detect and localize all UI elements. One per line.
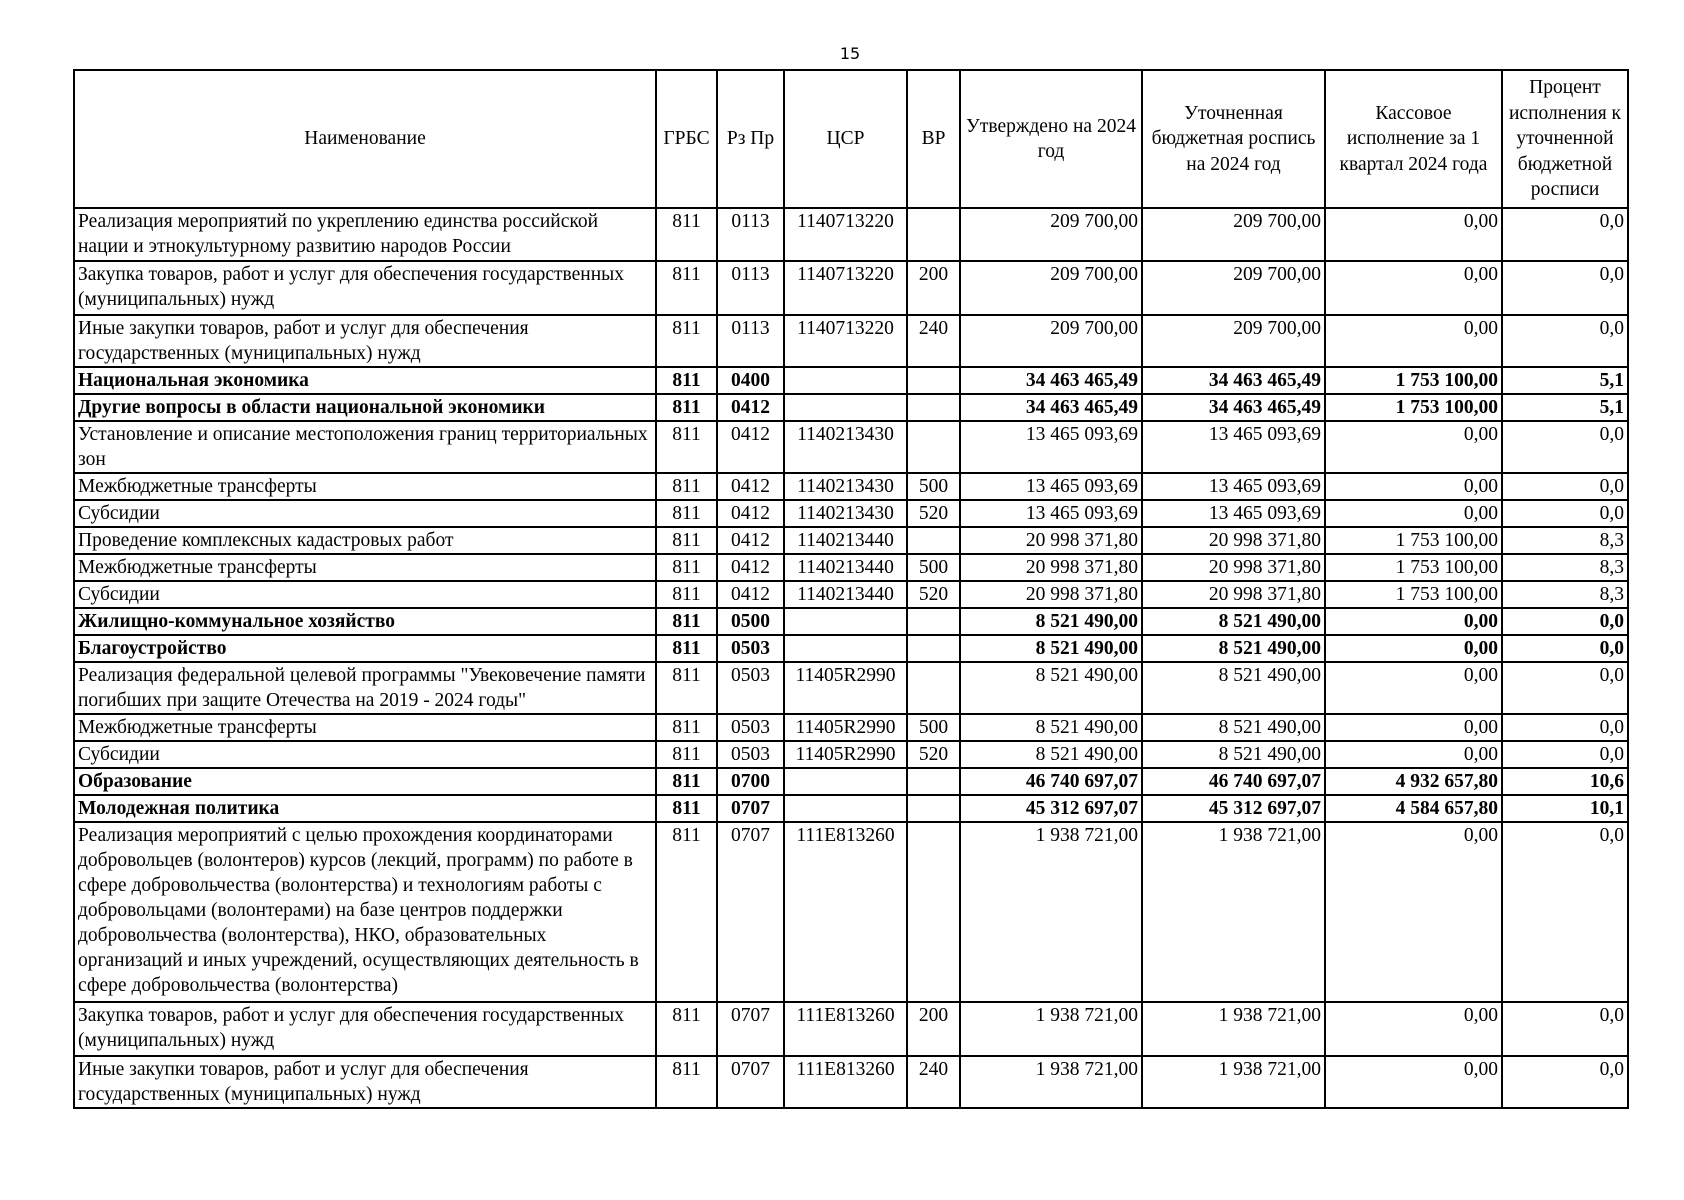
cell-cash: 0,00 <box>1325 822 1502 1002</box>
cell-refined: 1 938 721,00 <box>1142 1002 1325 1056</box>
cell-approved: 8 521 490,00 <box>960 741 1142 768</box>
cell-csr: 1140213440 <box>784 554 907 581</box>
cell-vr <box>907 421 960 473</box>
cell-rzpr: 0707 <box>717 1056 784 1108</box>
cell-vr <box>907 367 960 394</box>
cell-rzpr: 0707 <box>717 795 784 822</box>
cell-csr: 1140713220 <box>784 261 907 315</box>
cell-percent: 0,0 <box>1502 421 1628 473</box>
table-row <box>74 421 1628 473</box>
cell-rzpr: 0113 <box>717 208 784 261</box>
cell-cash: 0,00 <box>1325 473 1502 500</box>
table-row <box>74 662 1628 714</box>
cell-name: Закупка товаров, работ и услуг для обеспечения государственных (муниципальных) нужд <box>74 1002 656 1056</box>
cell-cash: 1 753 100,00 <box>1325 394 1502 421</box>
cell-percent: 10,6 <box>1502 768 1628 795</box>
cell-vr <box>907 795 960 822</box>
cell-approved: 209 700,00 <box>960 315 1142 367</box>
cell-grbs: 811 <box>656 1056 717 1108</box>
cell-approved: 20 998 371,80 <box>960 554 1142 581</box>
cell-grbs: 811 <box>656 822 717 1002</box>
cell-rzpr: 0412 <box>717 473 784 500</box>
cell-cash: 0,00 <box>1325 608 1502 635</box>
cell-vr: 520 <box>907 581 960 608</box>
cell-name: Другие вопросы в области национальной экономики <box>74 394 656 421</box>
cell-cash: 4 932 657,80 <box>1325 768 1502 795</box>
cell-vr: 240 <box>907 1056 960 1108</box>
cell-grbs: 811 <box>656 367 717 394</box>
cell-vr <box>907 635 960 662</box>
cell-vr: 520 <box>907 500 960 527</box>
cell-name: Национальная экономика <box>74 367 656 394</box>
cell-csr <box>784 367 907 394</box>
cell-percent: 0,0 <box>1502 261 1628 315</box>
cell-name: Реализация мероприятий с целью прохождения координаторами добровольцев (волонтеров) курсов (лекций, программ) по работе в сфере добровольчества (волонтерства) и технологиям работы с добровольцами (волонтерами) на базе центров поддержки добровольчества (волонтерства), НКО, образовательных организаций и иных учреждений, осуществляющих деятельность в сфере добровольчества (волонтерства) <box>74 822 656 1002</box>
cell-name: Реализация федеральной целевой программы "Увековечение памяти погибших при защите Отечества на 2019 - 2024 годы" <box>74 662 656 714</box>
table-row <box>74 554 1628 581</box>
table-row <box>74 208 1628 261</box>
cell-grbs: 811 <box>656 1002 717 1056</box>
cell-percent: 8,3 <box>1502 527 1628 554</box>
cell-refined: 13 465 093,69 <box>1142 421 1325 473</box>
budget-execution-table <box>73 69 1629 1109</box>
table-row-section <box>74 795 1628 822</box>
cell-rzpr: 0412 <box>717 554 784 581</box>
cell-cash: 0,00 <box>1325 635 1502 662</box>
table-row <box>74 741 1628 768</box>
cell-grbs: 811 <box>656 554 717 581</box>
cell-name: Субсидии <box>74 741 656 768</box>
cell-vr <box>907 208 960 261</box>
table-row <box>74 1056 1628 1108</box>
cell-approved: 1 938 721,00 <box>960 822 1142 1002</box>
cell-vr <box>907 822 960 1002</box>
cell-cash: 0,00 <box>1325 208 1502 261</box>
cell-vr <box>907 527 960 554</box>
header-grbs: ГРБС <box>656 70 717 208</box>
cell-grbs: 811 <box>656 768 717 795</box>
cell-cash: 1 753 100,00 <box>1325 527 1502 554</box>
cell-cash: 0,00 <box>1325 421 1502 473</box>
cell-csr: 11405R2990 <box>784 714 907 741</box>
header-approved: Утверждено на 2024 год <box>960 70 1142 208</box>
cell-vr: 200 <box>907 261 960 315</box>
cell-percent: 0,0 <box>1502 473 1628 500</box>
cell-refined: 8 521 490,00 <box>1142 714 1325 741</box>
cell-grbs: 811 <box>656 714 717 741</box>
table-row <box>74 473 1628 500</box>
header-percent: Процент исполнения к уточненной бюджетной росписи <box>1502 70 1628 208</box>
table-row <box>74 261 1628 315</box>
table-row <box>74 527 1628 554</box>
cell-approved: 8 521 490,00 <box>960 662 1142 714</box>
cell-refined: 34 463 465,49 <box>1142 394 1325 421</box>
cell-approved: 209 700,00 <box>960 261 1142 315</box>
cell-rzpr: 0400 <box>717 367 784 394</box>
cell-percent: 0,0 <box>1502 1056 1628 1108</box>
cell-name: Субсидии <box>74 581 656 608</box>
cell-rzpr: 0503 <box>717 662 784 714</box>
cell-grbs: 811 <box>656 208 717 261</box>
cell-approved: 46 740 697,07 <box>960 768 1142 795</box>
cell-percent: 0,0 <box>1502 741 1628 768</box>
table-row-section <box>74 394 1628 421</box>
cell-csr: 111E813260 <box>784 1002 907 1056</box>
cell-approved: 34 463 465,49 <box>960 367 1142 394</box>
cell-approved: 8 521 490,00 <box>960 635 1142 662</box>
cell-percent: 0,0 <box>1502 714 1628 741</box>
cell-approved: 209 700,00 <box>960 208 1142 261</box>
cell-vr <box>907 768 960 795</box>
cell-csr: 1140213430 <box>784 473 907 500</box>
cell-refined: 20 998 371,80 <box>1142 554 1325 581</box>
table-row <box>74 581 1628 608</box>
page-number: 15 <box>839 44 861 63</box>
cell-name: Проведение комплексных кадастровых работ <box>74 527 656 554</box>
cell-name: Закупка товаров, работ и услуг для обеспечения государственных (муниципальных) нужд <box>74 261 656 315</box>
cell-rzpr: 0503 <box>717 635 784 662</box>
cell-cash: 1 753 100,00 <box>1325 367 1502 394</box>
cell-name: Межбюджетные трансферты <box>74 473 656 500</box>
cell-grbs: 811 <box>656 662 717 714</box>
cell-cash: 1 753 100,00 <box>1325 581 1502 608</box>
cell-rzpr: 0412 <box>717 500 784 527</box>
cell-csr: 111E813260 <box>784 822 907 1002</box>
cell-vr: 200 <box>907 1002 960 1056</box>
cell-refined: 8 521 490,00 <box>1142 635 1325 662</box>
cell-refined: 209 700,00 <box>1142 315 1325 367</box>
cell-percent: 5,1 <box>1502 394 1628 421</box>
cell-refined: 20 998 371,80 <box>1142 527 1325 554</box>
cell-name: Образование <box>74 768 656 795</box>
cell-rzpr: 0412 <box>717 527 784 554</box>
cell-name: Установление и описание местоположения границ территориальных зон <box>74 421 656 473</box>
cell-percent: 0,0 <box>1502 822 1628 1002</box>
cell-csr: 111E813260 <box>784 1056 907 1108</box>
cell-csr: 1140713220 <box>784 208 907 261</box>
cell-vr: 500 <box>907 473 960 500</box>
cell-csr: 11405R2990 <box>784 662 907 714</box>
cell-csr <box>784 394 907 421</box>
table-row <box>74 315 1628 367</box>
table-row-section <box>74 367 1628 394</box>
cell-percent: 0,0 <box>1502 608 1628 635</box>
cell-refined: 209 700,00 <box>1142 208 1325 261</box>
cell-cash: 0,00 <box>1325 741 1502 768</box>
cell-refined: 1 938 721,00 <box>1142 822 1325 1002</box>
cell-rzpr: 0412 <box>717 394 784 421</box>
cell-name: Иные закупки товаров, работ и услуг для обеспечения государственных (муниципальных) нужд <box>74 1056 656 1108</box>
cell-cash: 0,00 <box>1325 261 1502 315</box>
cell-name: Межбюджетные трансферты <box>74 714 656 741</box>
cell-refined: 34 463 465,49 <box>1142 367 1325 394</box>
cell-refined: 13 465 093,69 <box>1142 473 1325 500</box>
header-vr: ВР <box>907 70 960 208</box>
cell-rzpr: 0700 <box>717 768 784 795</box>
cell-refined: 1 938 721,00 <box>1142 1056 1325 1108</box>
cell-cash: 0,00 <box>1325 315 1502 367</box>
cell-grbs: 811 <box>656 394 717 421</box>
cell-csr: 1140213440 <box>784 527 907 554</box>
cell-name: Иные закупки товаров, работ и услуг для обеспечения государственных (муниципальных) нужд <box>74 315 656 367</box>
cell-vr: 240 <box>907 315 960 367</box>
cell-vr: 500 <box>907 714 960 741</box>
cell-refined: 8 521 490,00 <box>1142 662 1325 714</box>
table-row-section <box>74 768 1628 795</box>
cell-percent: 0,0 <box>1502 208 1628 261</box>
cell-grbs: 811 <box>656 795 717 822</box>
cell-cash: 0,00 <box>1325 714 1502 741</box>
cell-approved: 20 998 371,80 <box>960 581 1142 608</box>
cell-refined: 8 521 490,00 <box>1142 608 1325 635</box>
cell-grbs: 811 <box>656 473 717 500</box>
cell-grbs: 811 <box>656 261 717 315</box>
cell-rzpr: 0503 <box>717 741 784 768</box>
cell-refined: 45 312 697,07 <box>1142 795 1325 822</box>
header-csr: ЦСР <box>784 70 907 208</box>
header-refined: Уточненная бюджетная роспись на 2024 год <box>1142 70 1325 208</box>
cell-rzpr: 0707 <box>717 822 784 1002</box>
cell-percent: 8,3 <box>1502 554 1628 581</box>
cell-grbs: 811 <box>656 608 717 635</box>
cell-approved: 1 938 721,00 <box>960 1056 1142 1108</box>
cell-cash: 0,00 <box>1325 1056 1502 1108</box>
cell-cash: 1 753 100,00 <box>1325 554 1502 581</box>
cell-csr: 1140213430 <box>784 421 907 473</box>
cell-vr <box>907 662 960 714</box>
cell-approved: 1 938 721,00 <box>960 1002 1142 1056</box>
cell-approved: 13 465 093,69 <box>960 421 1142 473</box>
cell-refined: 13 465 093,69 <box>1142 500 1325 527</box>
cell-grbs: 811 <box>656 421 717 473</box>
cell-name: Межбюджетные трансферты <box>74 554 656 581</box>
cell-grbs: 811 <box>656 635 717 662</box>
cell-approved: 45 312 697,07 <box>960 795 1142 822</box>
header-cash: Кассовое исполнение за 1 квартал 2024 года <box>1325 70 1502 208</box>
table-row-section <box>74 635 1628 662</box>
cell-csr <box>784 768 907 795</box>
cell-csr <box>784 635 907 662</box>
table-row <box>74 1002 1628 1056</box>
cell-grbs: 811 <box>656 500 717 527</box>
cell-cash: 0,00 <box>1325 662 1502 714</box>
cell-rzpr: 0500 <box>717 608 784 635</box>
table-row-section <box>74 608 1628 635</box>
cell-rzpr: 0707 <box>717 1002 784 1056</box>
cell-vr: 520 <box>907 741 960 768</box>
cell-refined: 20 998 371,80 <box>1142 581 1325 608</box>
cell-percent: 8,3 <box>1502 581 1628 608</box>
cell-cash: 4 584 657,80 <box>1325 795 1502 822</box>
cell-approved: 13 465 093,69 <box>960 473 1142 500</box>
table-row <box>74 822 1628 1002</box>
cell-approved: 34 463 465,49 <box>960 394 1142 421</box>
cell-approved: 20 998 371,80 <box>960 527 1142 554</box>
cell-grbs: 811 <box>656 581 717 608</box>
cell-cash: 0,00 <box>1325 500 1502 527</box>
cell-rzpr: 0503 <box>717 714 784 741</box>
cell-percent: 0,0 <box>1502 635 1628 662</box>
cell-percent: 0,0 <box>1502 662 1628 714</box>
cell-approved: 8 521 490,00 <box>960 608 1142 635</box>
table-row <box>74 500 1628 527</box>
cell-name: Благоустройство <box>74 635 656 662</box>
cell-grbs: 811 <box>656 315 717 367</box>
cell-vr: 500 <box>907 554 960 581</box>
cell-refined: 46 740 697,07 <box>1142 768 1325 795</box>
header-name: Наименование <box>74 70 656 208</box>
cell-name: Молодежная политика <box>74 795 656 822</box>
cell-percent: 0,0 <box>1502 1002 1628 1056</box>
cell-vr <box>907 608 960 635</box>
cell-approved: 13 465 093,69 <box>960 500 1142 527</box>
cell-refined: 209 700,00 <box>1142 261 1325 315</box>
cell-rzpr: 0113 <box>717 261 784 315</box>
cell-cash: 0,00 <box>1325 1002 1502 1056</box>
table-row <box>74 714 1628 741</box>
cell-name: Субсидии <box>74 500 656 527</box>
cell-percent: 0,0 <box>1502 315 1628 367</box>
cell-approved: 8 521 490,00 <box>960 714 1142 741</box>
cell-percent: 10,1 <box>1502 795 1628 822</box>
cell-csr <box>784 608 907 635</box>
cell-grbs: 811 <box>656 741 717 768</box>
header-rzpr: Рз Пр <box>717 70 784 208</box>
cell-csr <box>784 795 907 822</box>
cell-percent: 5,1 <box>1502 367 1628 394</box>
cell-refined: 8 521 490,00 <box>1142 741 1325 768</box>
cell-csr: 1140213440 <box>784 581 907 608</box>
cell-rzpr: 0113 <box>717 315 784 367</box>
cell-name: Жилищно-коммунальное хозяйство <box>74 608 656 635</box>
table-header-row <box>74 70 1628 208</box>
cell-csr: 1140213430 <box>784 500 907 527</box>
cell-vr <box>907 394 960 421</box>
cell-grbs: 811 <box>656 527 717 554</box>
cell-percent: 0,0 <box>1502 500 1628 527</box>
cell-csr: 11405R2990 <box>784 741 907 768</box>
cell-csr: 1140713220 <box>784 315 907 367</box>
cell-rzpr: 0412 <box>717 421 784 473</box>
cell-name: Реализация мероприятий по укреплению единства российской нации и этнокультурному развитию народов России <box>74 208 656 261</box>
cell-rzpr: 0412 <box>717 581 784 608</box>
